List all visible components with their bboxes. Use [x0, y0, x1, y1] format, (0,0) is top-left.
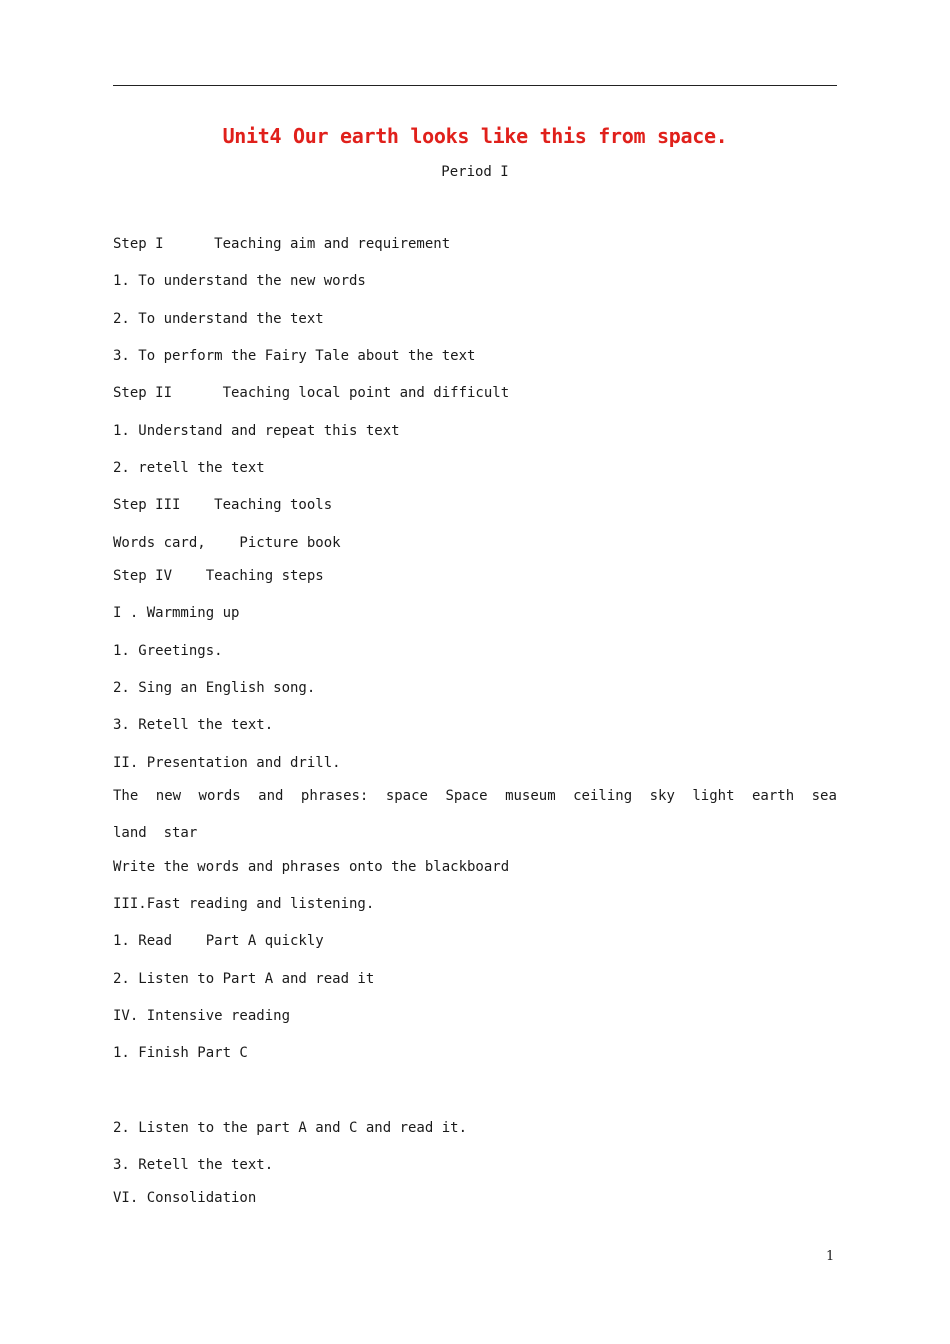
vocab-word: phrases:: [300, 788, 369, 804]
vocab-word: light: [692, 788, 735, 804]
vocab-word: sea: [811, 788, 837, 804]
list-item: 2. Listen to Part A and read it: [113, 971, 375, 987]
vocab-word: sky: [649, 788, 675, 804]
step-heading: Step III Teaching tools: [113, 497, 333, 513]
list-item: 1. Greetings.: [113, 643, 223, 659]
vocab-line: [113, 787, 837, 805]
vocab-word: ceiling: [573, 788, 633, 804]
vocab-continuation: land star: [113, 825, 198, 841]
list-item: 3. To perform the Fairy Tale about the text: [113, 348, 476, 364]
document-title: Unit4 Our earth looks like this from space.: [222, 124, 728, 148]
vocab-word: space: [385, 788, 428, 804]
list-item: 1. Read Part A quickly: [113, 933, 324, 949]
vocab-word: words: [198, 788, 241, 804]
step-heading: Step II Teaching local point and difficult: [113, 385, 510, 401]
vocab-word: The: [113, 788, 139, 804]
list-item: 3. Retell the text.: [113, 717, 274, 733]
vocab-word: earth: [752, 788, 795, 804]
step-heading: Step I Teaching aim and requirement: [113, 236, 451, 252]
section-heading: IV. Intensive reading: [113, 1008, 291, 1024]
vocab-word: museum: [505, 788, 556, 804]
list-item: 2. Listen to the part A and C and read it.: [113, 1120, 468, 1136]
vocab-word: Space: [445, 788, 488, 804]
list-item: 3. Retell the text.: [113, 1157, 274, 1173]
list-item: 2. Sing an English song.: [113, 680, 316, 696]
section-heading: I . Warmming up: [113, 605, 240, 621]
document-subtitle: Period I: [441, 164, 509, 180]
vocab-word: new: [155, 788, 182, 804]
list-item: 2. To understand the text: [113, 311, 324, 327]
list-item: 1. Understand and repeat this text: [113, 423, 400, 439]
text-line: Write the words and phrases onto the blackboard: [113, 859, 510, 875]
vocab-word: and: [258, 788, 284, 804]
header-rule: [113, 85, 837, 86]
section-heading: II. Presentation and drill.: [113, 755, 341, 771]
page-number: 1: [826, 1249, 835, 1264]
section-heading: III.Fast reading and listening.: [113, 896, 375, 912]
list-item: 1. Finish Part C: [113, 1045, 248, 1061]
list-item: 2. retell the text: [113, 460, 265, 476]
text-line: Words card, Picture book: [113, 535, 341, 551]
step-heading: Step IV Teaching steps: [113, 568, 324, 584]
section-heading: VI. Consolidation: [113, 1190, 257, 1206]
list-item: 1. To understand the new words: [113, 273, 366, 289]
